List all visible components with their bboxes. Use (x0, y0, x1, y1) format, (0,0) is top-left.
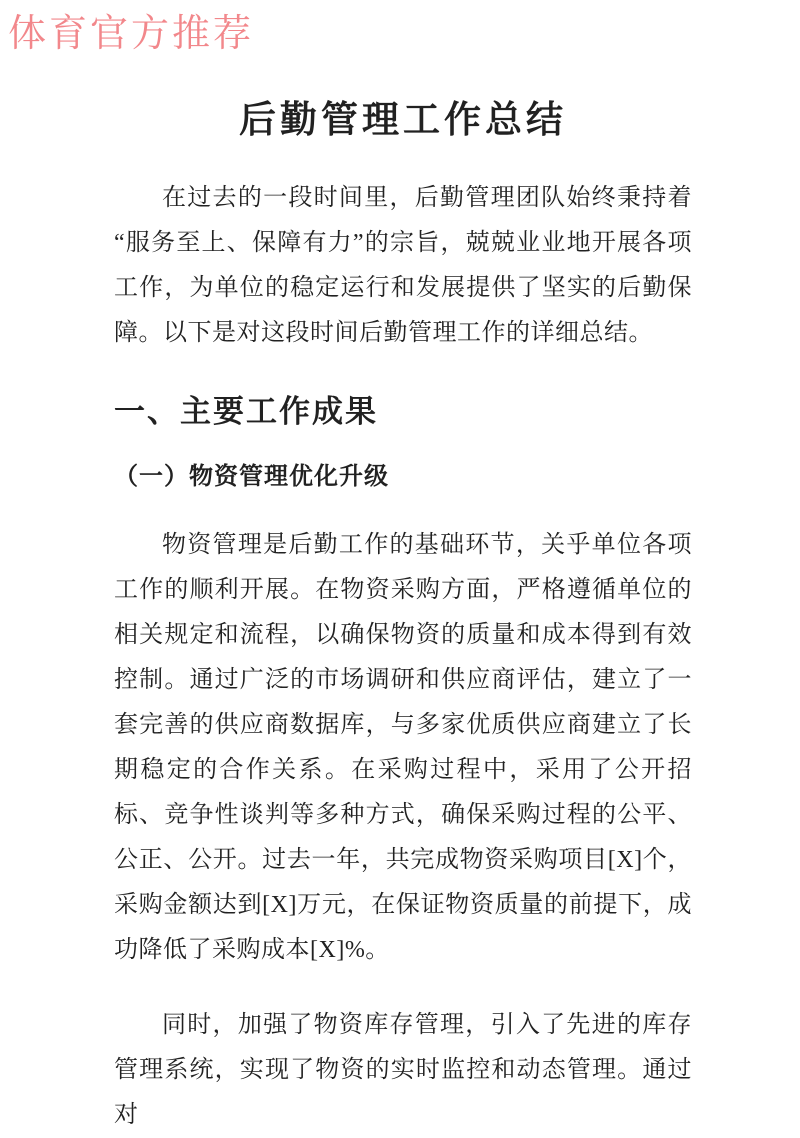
subsection-1-1-heading: （一）物资管理优化升级 (114, 464, 389, 491)
document-title: 后勤管理工作总结 (239, 100, 567, 141)
intro-paragraph: 在过去的一段时间里，后勤管理团队始终秉持着“服务至上、保障有力”的宗旨，兢兢业业地开展各项工作，为单位的稳定运行和发展提供了坚实的后勤保障。以下是对这段时间后勤管理工作的详细总结。 (114, 184, 692, 346)
section-1-heading: 一、主要工作成果 (114, 393, 378, 429)
watermark-text: 体育官方推荐 (8, 13, 255, 55)
subsection-1-1-paragraph-1: 物资管理是后勤工作的基础环节，关乎单位各项工作的顺利开展。在物资采购方面，严格遵循单位的相关规定和流程，以确保物资的质量和成本得到有效控制。通过广泛的市场调研和供应商评估，建立了一套完善的供应商数据库，与多家优质供应商建立了长期稳定的合作关系。在采购过程中，采用了公开招标、竞争性谈判等多种方式，确保采购过程的公平、公正、公开。过去一年，共完成物资采购项目[X]个，采购金额达到[X]万元，在保证物资质量的前提下，成功降低了采购成本[X]%。 (114, 532, 692, 964)
subsection-1-1-paragraph-2: 同时，加强了物资库存管理，引入了先进的库存管理系统，实现了物资的实时监控和动态管理。通过对 (114, 1012, 692, 1129)
